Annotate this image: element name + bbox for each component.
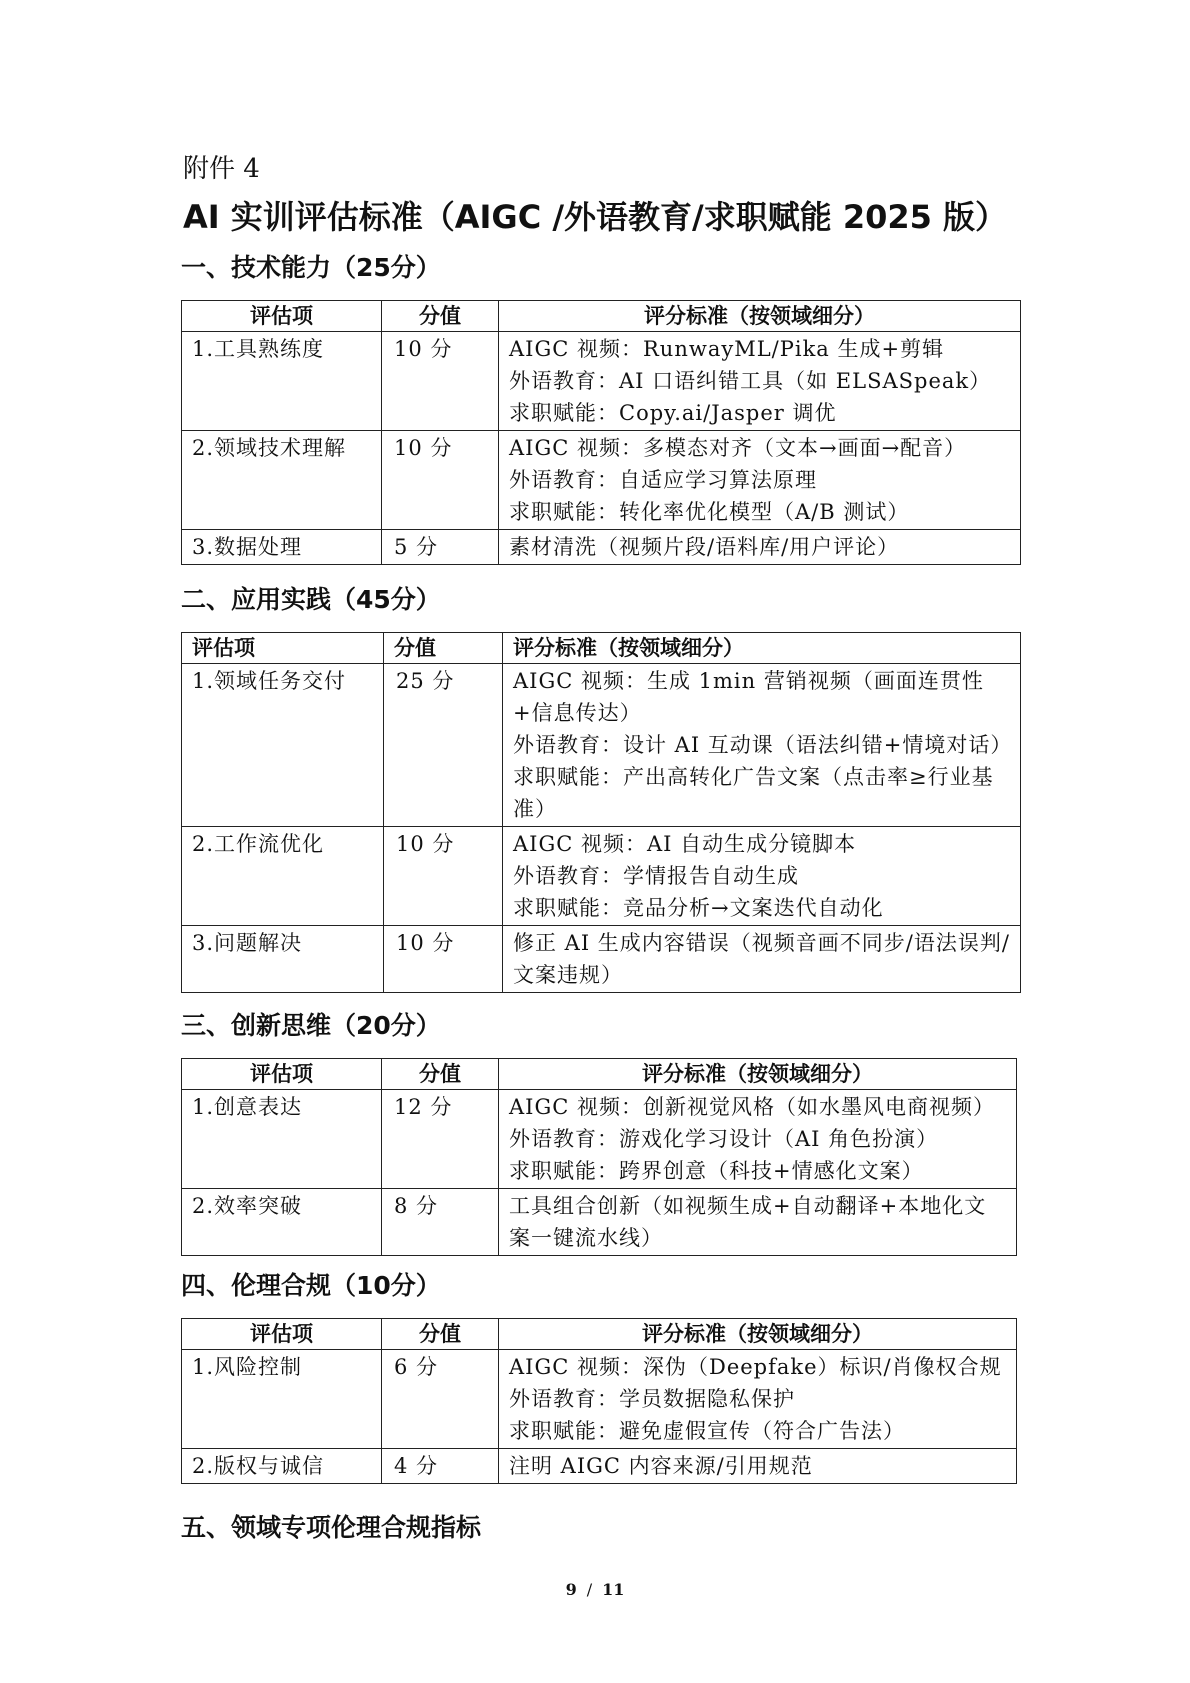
section-heading: 二、应用实践（45分） (181, 585, 441, 614)
section-heading: 三、创新思维（20分） (181, 1011, 441, 1040)
criteria-line: 外语教育：学情报告自动生成 (513, 864, 799, 888)
criteria-line: 求职赋能：Copy.ai/Jasper 调优 (509, 401, 837, 425)
row-score: 10 分 (384, 827, 503, 926)
header-item: 评估项 (182, 1059, 382, 1090)
row-criteria (499, 431, 1021, 530)
criteria-line: AIGC 视频：创新视觉风格（如水墨风电商视频） (509, 1095, 995, 1119)
row-score: 8 分 (382, 1189, 499, 1256)
criteria-line: AIGC 视频：AI 自动生成分镜脚本 (513, 832, 857, 856)
criteria-table (181, 1058, 1017, 1256)
row-item: 3.问题解决 (182, 926, 384, 993)
row-item: 1.风险控制 (182, 1350, 382, 1449)
header-criteria: 评分标准（按领域细分） (499, 301, 1021, 332)
section-heading: 一、技术能力（25分） (181, 253, 441, 282)
row-criteria (499, 1189, 1017, 1256)
criteria-line: AIGC 视频：生成 1min 营销视频（画面连贯性+信息传达） (513, 669, 984, 725)
row-criteria (503, 827, 1021, 926)
header-score: 分值 (382, 1319, 499, 1350)
header-criteria: 评分标准（按领域细分） (503, 633, 1021, 664)
criteria-line: 外语教育：学员数据隐私保护 (509, 1387, 795, 1411)
criteria-line: 求职赋能：跨界创意（科技+情感化文案） (509, 1159, 924, 1183)
table-row (182, 1090, 1017, 1189)
criteria-line: 外语教育：自适应学习算法原理 (509, 468, 817, 492)
row-criteria (499, 530, 1021, 565)
row-item: 1.创意表达 (182, 1090, 382, 1189)
table-row (182, 1189, 1017, 1256)
criteria-line: AIGC 视频：RunwayML/Pika 生成+剪辑 (509, 337, 945, 361)
table-row (182, 1449, 1017, 1484)
row-score: 10 分 (384, 926, 503, 993)
header-item: 评估项 (182, 301, 382, 332)
criteria-line: 求职赋能：竞品分析→文案迭代自动化 (513, 896, 884, 920)
row-item: 2.效率突破 (182, 1189, 382, 1256)
table-row (182, 926, 1021, 993)
row-criteria (499, 1090, 1017, 1189)
row-score: 10 分 (382, 431, 499, 530)
page-number (0, 1580, 1190, 1599)
total-pages: 11 (602, 1580, 625, 1599)
criteria-line: 修正 AI 生成内容错误（视频音画不同步/语法误判/文案违规） (513, 931, 1010, 987)
table-row (182, 1350, 1017, 1449)
header-score: 分值 (382, 301, 499, 332)
row-criteria (499, 1449, 1017, 1484)
section-heading: 四、伦理合规（10分） (181, 1271, 441, 1300)
section-ethics-compliance (181, 1268, 1021, 1484)
table-header-row (182, 633, 1021, 664)
section-technical-ability (181, 250, 1021, 565)
section-domain-ethics-indicators (181, 1510, 1021, 1560)
row-score: 10 分 (382, 332, 499, 431)
criteria-line: 求职赋能：避免虚假宣传（符合广告法） (509, 1419, 905, 1443)
criteria-line: AIGC 视频：深伪（Deepfake）标识/肖像权合规 (509, 1355, 1002, 1379)
row-score: 25 分 (384, 664, 503, 827)
header-criteria: 评分标准（按领域细分） (499, 1319, 1017, 1350)
table-row (182, 431, 1021, 530)
section-innovative-thinking (181, 1008, 1021, 1256)
section-heading: 五、领域专项伦理合规指标 (181, 1513, 482, 1542)
criteria-line: 外语教育：设计 AI 互动课（语法纠错+情境对话） (513, 733, 1013, 757)
header-item: 评估项 (182, 633, 384, 664)
row-criteria (499, 332, 1021, 431)
criteria-line: 求职赋能：转化率优化模型（A/B 测试） (509, 500, 910, 524)
row-score: 6 分 (382, 1350, 499, 1449)
row-score: 4 分 (382, 1449, 499, 1484)
criteria-table (181, 632, 1021, 993)
row-criteria (499, 1350, 1017, 1449)
criteria-line: AIGC 视频：多模态对齐（文本→画面→配音） (509, 436, 967, 460)
criteria-line: 求职赋能：产出高转化广告文案（点击率≥行业基准） (513, 765, 994, 821)
criteria-table (181, 1318, 1017, 1484)
criteria-line: 工具组合创新（如视频生成+自动翻译+本地化文案一键流水线） (509, 1194, 987, 1250)
criteria-line: 注明 AIGC 内容来源/引用规范 (509, 1454, 813, 1478)
current-page: 9 (565, 1580, 577, 1599)
row-criteria (503, 664, 1021, 827)
criteria-table (181, 300, 1021, 565)
row-item: 1.领域任务交付 (182, 664, 384, 827)
row-item: 3.数据处理 (182, 530, 382, 565)
row-item: 1.工具熟练度 (182, 332, 382, 431)
header-item: 评估项 (182, 1319, 382, 1350)
header-criteria: 评分标准（按领域细分） (499, 1059, 1017, 1090)
row-criteria (503, 926, 1021, 993)
section-application-practice (181, 582, 1021, 993)
table-header-row (182, 1059, 1017, 1090)
table-header-row (182, 1319, 1017, 1350)
table-header-row (182, 301, 1021, 332)
header-score: 分值 (384, 633, 503, 664)
criteria-line: 外语教育：游戏化学习设计（AI 角色扮演） (509, 1127, 939, 1151)
document-title: AI 实训评估标准（AIGC /外语教育/求职赋能 2025 版） (182, 198, 1008, 236)
row-score: 12 分 (382, 1090, 499, 1189)
criteria-line: 外语教育：AI 口语纠错工具（如 ELSASpeak） (509, 369, 992, 393)
row-item: 2.工作流优化 (182, 827, 384, 926)
table-row (182, 827, 1021, 926)
row-item: 2.领域技术理解 (182, 431, 382, 530)
table-row (182, 332, 1021, 431)
row-score: 5 分 (382, 530, 499, 565)
table-row (182, 530, 1021, 565)
row-item: 2.版权与诚信 (182, 1449, 382, 1484)
header-score: 分值 (382, 1059, 499, 1090)
table-row (182, 664, 1021, 827)
page-separator: / (586, 1580, 593, 1599)
criteria-line: 素材清洗（视频片段/语料库/用户评论） (509, 535, 900, 559)
attachment-label: 附件 4 (183, 154, 260, 184)
